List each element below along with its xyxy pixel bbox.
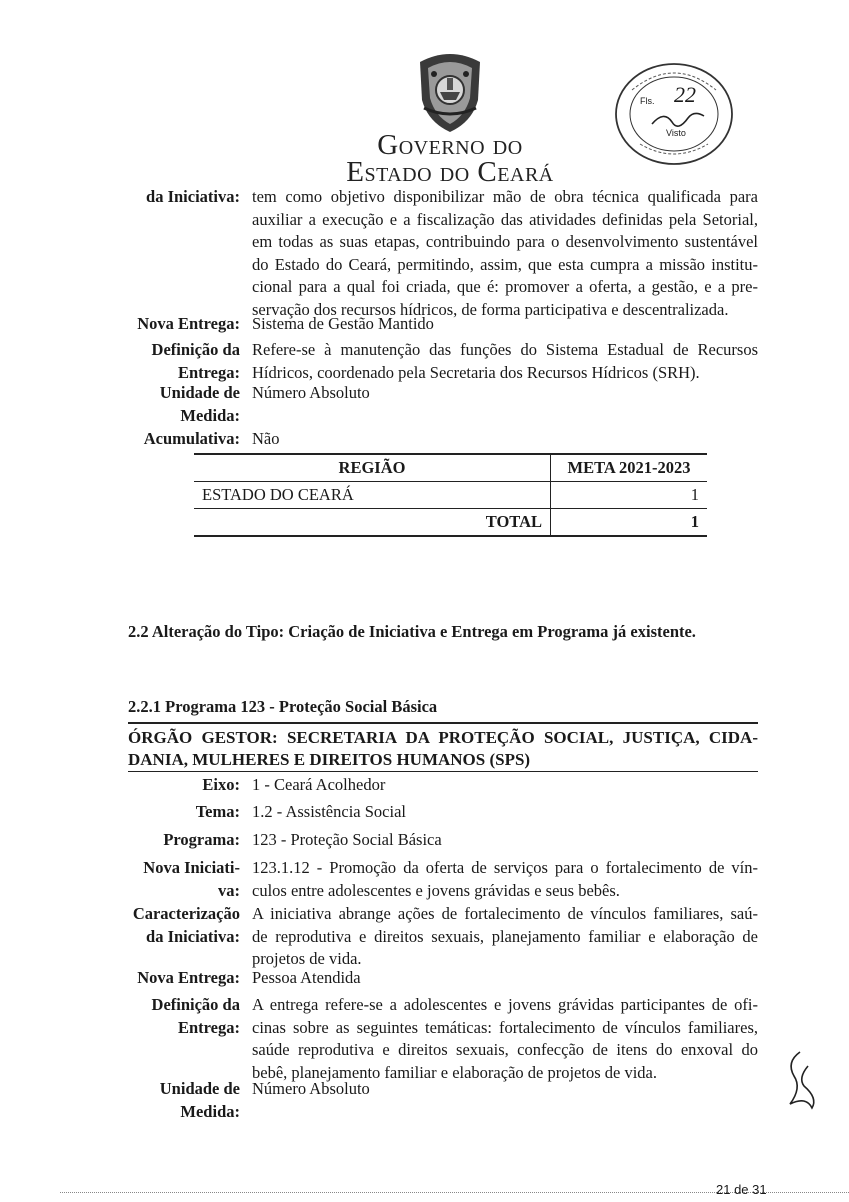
text-line: projetos de vida. [252,949,362,969]
nova-entrega-2-value: Pessoa Atendida [252,968,361,987]
text-line: cional para a qual foi criada, que é: promover a oferta, a gestão, e a pre- [252,277,758,297]
orgao-gestor-heading [128,727,758,771]
definicao-text [252,339,758,384]
text-line: tem como objetivo disponibilizar mão de obra técnica qualificada para [252,187,758,206]
nova-iniciativa-label [100,857,240,902]
caracterizacao-label: da Iniciativa: [146,187,240,206]
total-value-cell: 1 [690,512,699,531]
text-line: servação dos recursos hídricos, de forma participativa e descentralizada. [252,299,729,319]
unidade-2-value: Número Absoluto [252,1079,370,1098]
label-line: Nova Iniciati- [143,858,240,877]
label-line: Definição da [151,340,240,359]
text-line: Refere-se à manutenção das funções do Sistema Estadual de Recursos [252,340,758,359]
text-line: do Estado do Ceará, permitindo, assim, que esta cumpra a missão institu- [252,254,758,274]
nova-entrega-value: Sistema de Gestão Mantido [252,314,434,333]
label-line: Unidade de [159,1079,240,1098]
unidade-2-label [100,1078,240,1123]
text-line: em todas as suas etapas, contribuindo para o desenvolvimento sustentável [252,232,758,252]
tema-label: Tema: [195,802,240,821]
table-row [194,482,707,509]
section-2-2-heading: 2.2 Alteração do Tipo: Criação de Iniciativa e Entrega em Programa já existente. [128,622,696,641]
label-line: Caracterização [132,904,240,923]
col-regiao-header: REGIÃO [194,454,551,482]
protocol-stamp [612,60,736,168]
label-line: Entrega: [177,1017,240,1037]
unidade-value: Número Absoluto [252,383,370,402]
stamp-fls-value: 22 [674,82,696,107]
label-line: Medida: [180,405,240,425]
heading-line: DANIA, MULHERES E DIREITOS HUMANOS (SPS) [128,750,531,769]
label-line: Definição da [151,995,240,1014]
tema-value: 1.2 - Assistência Social [252,802,406,821]
caracterizacao-2-label [100,903,240,948]
section-2-2-1-heading: 2.2.1 Programa 123 - Proteção Social Básica [128,697,438,716]
definicao-2-text [252,994,758,1084]
caracterizacao-2-text [252,903,758,971]
label-line: Unidade de [159,383,240,402]
region-value-cell: 1 [690,485,699,504]
table-header-row [194,454,707,482]
text-line: Hídricos, coordenado pela Secretaria dos Recursos Hídricos (SRH). [252,362,700,382]
text-line: cinas sobre as seguintes temáticas: fortalecimento de vínculos familiares, [252,1017,758,1037]
nova-iniciativa-text [252,857,758,902]
col-meta-header: META 2021-2023 [567,458,691,477]
nova-entrega-label: Nova Entrega: [137,314,240,333]
nova-entrega-2-label: Nova Entrega: [137,968,240,987]
programa-value: 123 - Proteção Social Básica [252,830,442,849]
orgao-top-rule [128,722,758,724]
header-line-1: Governo do [377,129,523,161]
text-line: saúde reprodutiva e direitos sexuais, confecção de itens do enxoval do [252,1040,758,1060]
coat-of-arms-logo [410,48,490,134]
stamp-visto-label: Visto [666,128,686,138]
table-total-row [194,509,707,537]
text-line: de reprodutiva e direitos sexuais, planejamento familiar e elaboração de [252,926,758,946]
acumulativa-label: Acumulativa: [143,429,240,448]
acumulativa-value: Não [252,429,280,448]
definicao-2-label [100,994,240,1039]
header-line-2: Estado do Ceará [346,156,554,188]
total-label-cell: TOTAL [194,509,551,537]
region-name-cell: ESTADO DO CEARÁ [194,482,551,509]
text-line: auxiliar a execução e a fiscalização das atividades definidas pela Setorial, [252,209,758,229]
programa-label: Programa: [163,830,240,849]
label-line: va: [218,880,240,900]
page-number: 21 de 31 [716,1182,767,1197]
label-line: Medida: [180,1101,240,1121]
caracterizacao-text [252,186,758,322]
orgao-bottom-rule [128,771,758,772]
text-line: A entrega refere-se a adolescentes e jovens grávidas participantes de ofi- [252,995,758,1014]
label-line: da Iniciativa: [146,926,240,946]
text-line: A iniciativa abrange ações de fortalecimento de vínculos familiares, saú- [252,904,758,923]
text-line: bebê, planejamento familiar e elaboração de projetos de vida. [252,1062,657,1082]
label-line: Entrega: [177,362,240,382]
region-table [194,453,707,537]
eixo-value: 1 - Ceará Acolhedor [252,775,386,794]
stamp-ring-icon [612,60,736,168]
eixo-label: Eixo: [202,775,240,794]
stamp-fls-label: Fls. [640,96,655,106]
handwritten-initials [778,1048,824,1114]
definicao-label [100,339,240,384]
heading-line: ÓRGÃO GESTOR: SECRETARIA DA PROTEÇÃO SOCIAL, JUSTIÇA, CIDA- [128,728,758,747]
text-line: culos entre adolescentes e jovens grávidas e seus bebês. [252,880,620,900]
stamp-ring-text [612,60,613,61]
text-line: 123.1.12 - Promoção da oferta de serviços para o fortalecimento de vín- [252,858,758,877]
unidade-label [100,382,240,427]
